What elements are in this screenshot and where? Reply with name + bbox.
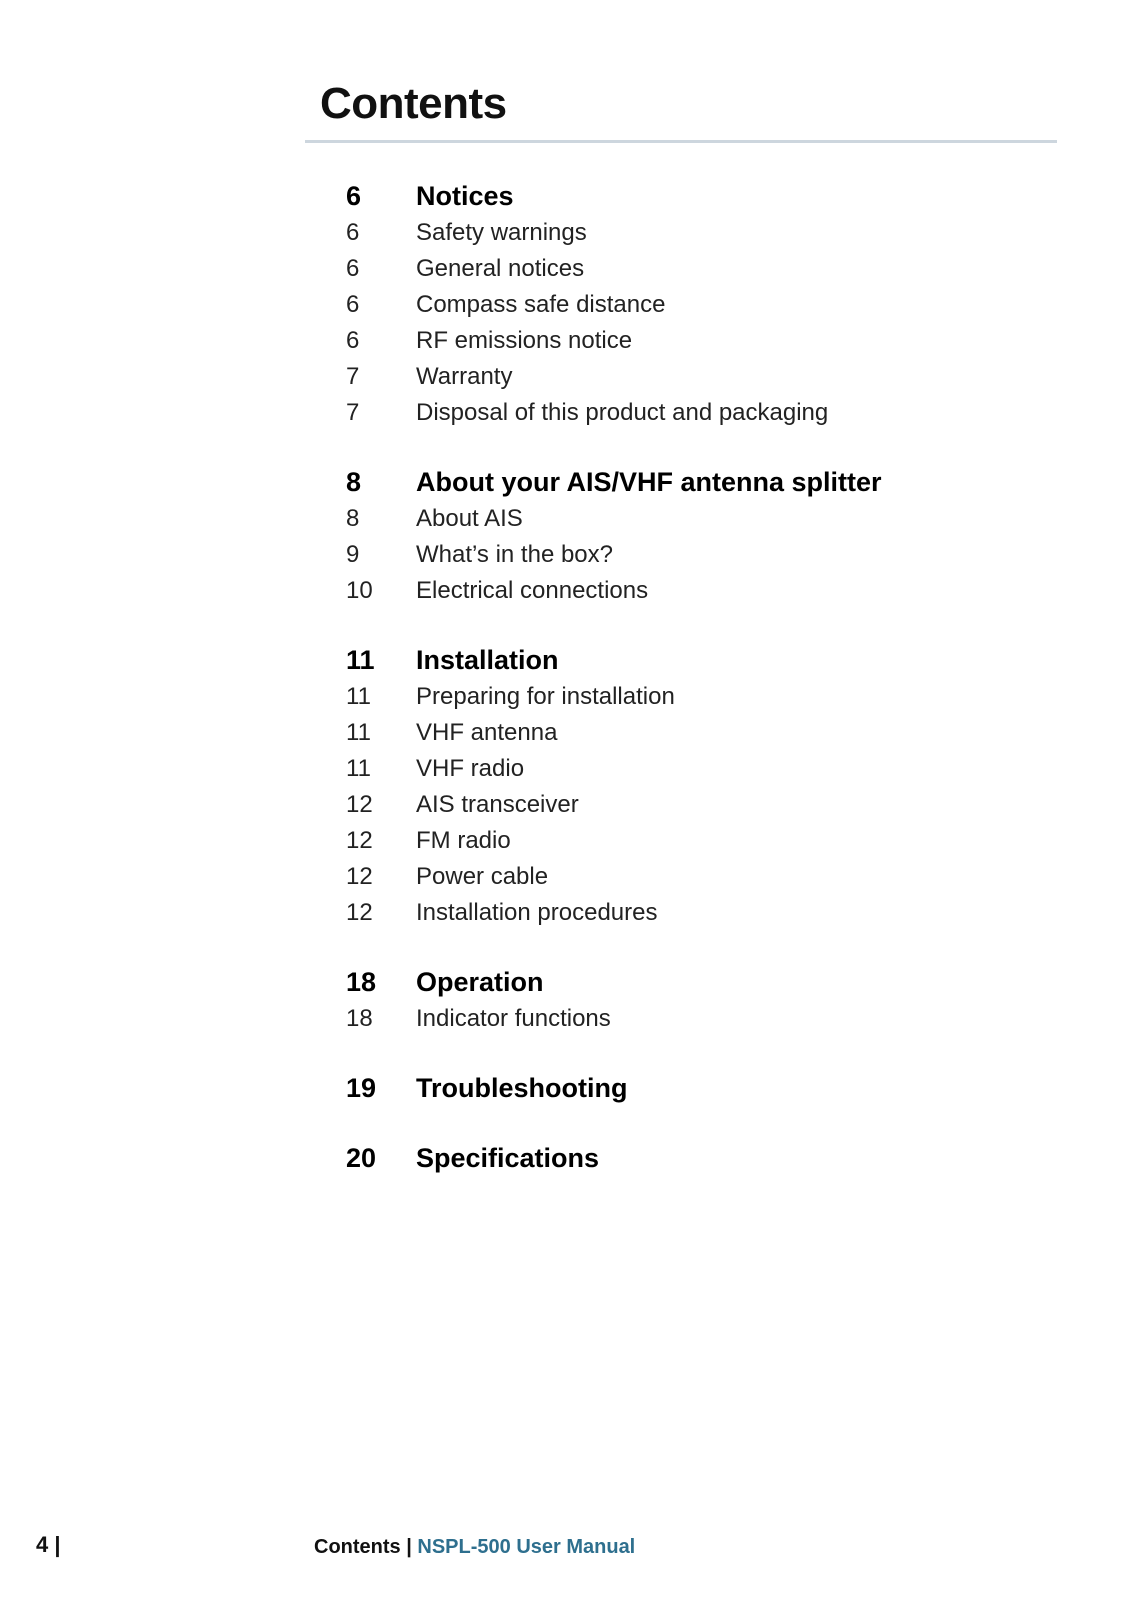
toc-section-installation bbox=[346, 641, 1046, 931]
toc-heading-title: Installation bbox=[416, 645, 559, 675]
toc-heading[interactable] bbox=[346, 1069, 1046, 1107]
toc-entry-title: Safety warnings bbox=[416, 219, 587, 246]
toc-heading[interactable] bbox=[346, 1139, 1046, 1177]
toc-entry-title: General notices bbox=[416, 255, 585, 282]
toc-heading[interactable] bbox=[346, 641, 1046, 679]
page-title: Contents bbox=[320, 79, 507, 128]
toc-page-number: 6 bbox=[346, 291, 360, 318]
toc-entry-title: Power cable bbox=[416, 863, 549, 890]
toc-entry[interactable] bbox=[346, 287, 1046, 323]
toc-page-number: 19 bbox=[346, 1073, 377, 1103]
toc-entry-title: Electrical connections bbox=[416, 577, 649, 604]
toc-entry[interactable] bbox=[346, 573, 1046, 609]
toc-heading-title: Troubleshooting bbox=[416, 1073, 628, 1103]
toc-page-number: 18 bbox=[346, 1005, 373, 1032]
toc-entry[interactable] bbox=[346, 395, 1046, 431]
toc-page-number: 20 bbox=[346, 1143, 377, 1173]
toc-entry[interactable] bbox=[346, 359, 1046, 395]
toc-page-number: 11 bbox=[346, 755, 371, 782]
toc-page-number: 12 bbox=[346, 863, 373, 890]
toc-section-operation bbox=[346, 963, 1046, 1037]
toc-entry-title: VHF antenna bbox=[416, 719, 558, 746]
footer-document-title: NSPL-500 User Manual bbox=[417, 1536, 636, 1558]
table-of-contents bbox=[346, 177, 1046, 1199]
toc-heading-title: Operation bbox=[416, 967, 544, 997]
toc-entry-title: Indicator functions bbox=[416, 1005, 611, 1032]
footer-separator: | bbox=[400, 1536, 418, 1558]
toc-page-number: 11 bbox=[346, 719, 371, 746]
toc-heading-title: About your AIS/VHF antenna splitter bbox=[416, 467, 882, 497]
toc-entry-title: About AIS bbox=[416, 505, 523, 532]
toc-entry[interactable] bbox=[346, 787, 1046, 823]
toc-page-number: 11 bbox=[346, 683, 371, 710]
toc-page-number: 6 bbox=[346, 255, 360, 282]
footer-page-number: 4 | bbox=[36, 1532, 61, 1557]
toc-section-about bbox=[346, 463, 1046, 609]
toc-page-number: 7 bbox=[346, 363, 360, 390]
title-divider bbox=[305, 140, 1057, 143]
toc-entry-title: Installation procedures bbox=[416, 899, 658, 926]
toc-entry[interactable] bbox=[346, 501, 1046, 537]
toc-entry[interactable] bbox=[346, 823, 1046, 859]
toc-entry-title: Warranty bbox=[416, 363, 513, 390]
toc-heading[interactable] bbox=[346, 463, 1046, 501]
toc-section-troubleshooting bbox=[346, 1069, 1046, 1107]
toc-entry-title: AIS transceiver bbox=[416, 791, 579, 818]
toc-entry-title: Preparing for installation bbox=[416, 683, 675, 710]
toc-heading[interactable] bbox=[346, 177, 1046, 215]
toc-page-number: 12 bbox=[346, 899, 373, 926]
toc-entry[interactable] bbox=[346, 215, 1046, 251]
toc-entry-title: RF emissions notice bbox=[416, 327, 633, 354]
toc-entry[interactable] bbox=[346, 537, 1046, 573]
toc-entry[interactable] bbox=[346, 859, 1046, 895]
toc-heading-title: Specifications bbox=[416, 1143, 600, 1173]
toc-page-number: 12 bbox=[346, 827, 373, 854]
toc-entry[interactable] bbox=[346, 895, 1046, 931]
toc-entry-title: FM radio bbox=[416, 827, 511, 854]
toc-heading-title: Notices bbox=[416, 181, 514, 211]
toc-entry-title: VHF radio bbox=[416, 755, 525, 782]
toc-page-number: 9 bbox=[346, 541, 360, 568]
toc-entry-title: Compass safe distance bbox=[416, 291, 666, 318]
toc-entry[interactable] bbox=[346, 715, 1046, 751]
toc-page-number: 10 bbox=[346, 577, 373, 604]
toc-page-number: 6 bbox=[346, 181, 362, 211]
toc-page-number: 12 bbox=[346, 791, 373, 818]
toc-entry[interactable] bbox=[346, 323, 1046, 359]
toc-section-specifications bbox=[346, 1139, 1046, 1177]
toc-page-number: 18 bbox=[346, 967, 377, 997]
toc-entry[interactable] bbox=[346, 251, 1046, 287]
toc-page-number: 7 bbox=[346, 399, 360, 426]
toc-page-number: 6 bbox=[346, 327, 360, 354]
toc-entry[interactable] bbox=[346, 679, 1046, 715]
toc-page-number: 8 bbox=[346, 467, 362, 497]
footer-running-title bbox=[314, 1536, 635, 1559]
toc-entry[interactable] bbox=[346, 1001, 1046, 1037]
toc-entry[interactable] bbox=[346, 751, 1046, 787]
toc-entry-title: Disposal of this product and packaging bbox=[416, 399, 829, 426]
toc-entry-title: What’s in the box? bbox=[416, 541, 614, 568]
footer-section: Contents bbox=[314, 1536, 401, 1558]
toc-page-number: 6 bbox=[346, 219, 360, 246]
toc-page-number: 8 bbox=[346, 505, 360, 532]
toc-heading[interactable] bbox=[346, 963, 1046, 1001]
toc-page-number: 11 bbox=[346, 645, 375, 675]
toc-section-notices bbox=[346, 177, 1046, 431]
